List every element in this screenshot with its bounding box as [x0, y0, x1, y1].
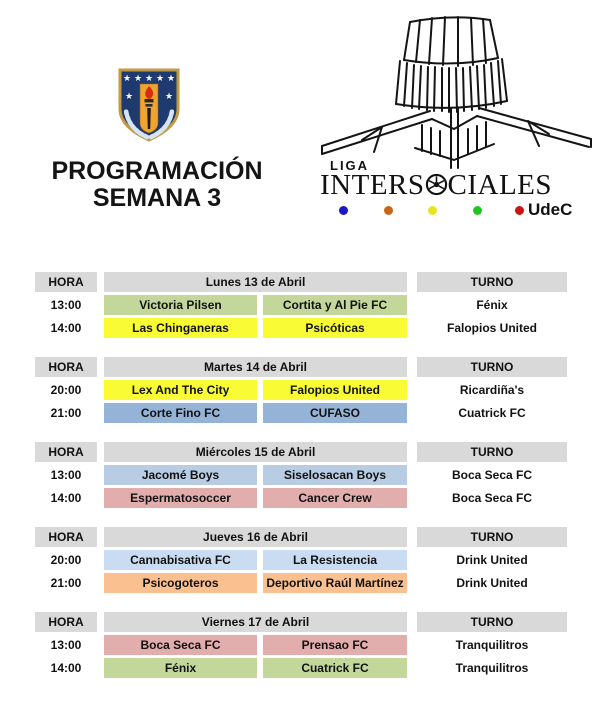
league-name-suffix: CIALES — [447, 169, 552, 201]
time-cell: 20:00 — [35, 550, 97, 570]
away-team-cell: CUFASO — [263, 403, 407, 423]
svg-text:★: ★ — [164, 92, 174, 102]
away-team-cell: Cortita y Al Pie FC — [263, 295, 407, 315]
time-cell: 13:00 — [35, 295, 97, 315]
day-table-miercoles — [35, 442, 567, 508]
turno-cell: Fénix — [417, 295, 567, 315]
day-title: Jueves 16 de Abril — [104, 527, 407, 547]
home-team-cell: Las Chinganeras — [104, 318, 257, 338]
day-title: Lunes 13 de Abril — [104, 272, 407, 292]
turno-cell: Boca Seca FC — [417, 465, 567, 485]
turno-header: TURNO — [417, 357, 567, 377]
hora-header: HORA — [35, 442, 97, 462]
away-team-cell: Siselosacan Boys — [263, 465, 407, 485]
dot-yellow-icon — [428, 206, 437, 215]
svg-text:★: ★ — [144, 74, 154, 84]
dot-orange-icon — [384, 206, 393, 215]
time-cell: 14:00 — [35, 488, 97, 508]
svg-text:★: ★ — [124, 92, 134, 102]
time-cell: 21:00 — [35, 573, 97, 593]
time-cell: 21:00 — [35, 403, 97, 423]
league-name-prefix: INTERS — [320, 169, 425, 201]
turno-cell: Drink United — [417, 573, 567, 593]
udec-crest-icon — [117, 66, 181, 144]
turno-header: TURNO — [417, 272, 567, 292]
schedule-tables — [35, 272, 567, 697]
campanil-sketch-icon — [318, 8, 596, 170]
time-cell: 14:00 — [35, 658, 97, 678]
turno-cell: Tranquilitros — [417, 635, 567, 655]
away-team-cell: Falopios United — [263, 380, 407, 400]
hora-header: HORA — [35, 272, 97, 292]
away-team-cell: Cancer Crew — [263, 488, 407, 508]
day-table-lunes — [35, 272, 567, 338]
day-title: Martes 14 de Abril — [104, 357, 407, 377]
hora-header: HORA — [35, 612, 97, 632]
udec-label: UdeC — [528, 200, 573, 219]
time-cell: 20:00 — [35, 380, 97, 400]
page-title — [36, 158, 278, 212]
dot-green-icon — [473, 206, 482, 215]
svg-text:★: ★ — [155, 74, 165, 84]
away-team-cell: Deportivo Raúl Martínez — [263, 573, 407, 593]
hora-header: HORA — [35, 357, 97, 377]
svg-text:★: ★ — [133, 74, 143, 84]
league-name — [320, 170, 552, 200]
soccer-ball-icon — [425, 173, 448, 196]
away-team-cell: Psicóticas — [263, 318, 407, 338]
liga-label: LIGA — [330, 158, 370, 173]
home-team-cell: Lex And The City — [104, 380, 257, 400]
dot-blue-icon — [339, 206, 348, 215]
svg-text:★: ★ — [122, 74, 132, 84]
home-team-cell: Jacomé Boys — [104, 465, 257, 485]
turno-cell: Ricardiña's — [417, 380, 567, 400]
logo-dots-row — [318, 200, 596, 222]
turno-cell: Tranquilitros — [417, 658, 567, 678]
page-title-line2: SEMANA 3 — [92, 184, 222, 212]
hora-header: HORA — [35, 527, 97, 547]
home-team-cell: Psicogoteros — [104, 573, 257, 593]
page-title-line1: PROGRAMACIÓN — [51, 157, 263, 185]
home-team-cell: Espermatosoccer — [104, 488, 257, 508]
turno-cell: Drink United — [417, 550, 567, 570]
day-title: Viernes 17 de Abril — [104, 612, 407, 632]
league-logo — [318, 8, 596, 230]
turno-header: TURNO — [417, 612, 567, 632]
away-team-cell: Prensao FC — [263, 635, 407, 655]
time-cell: 14:00 — [35, 318, 97, 338]
home-team-cell: Victoria Pilsen — [104, 295, 257, 315]
away-team-cell: Cuatrick FC — [263, 658, 407, 678]
turno-cell: Boca Seca FC — [417, 488, 567, 508]
home-team-cell: Boca Seca FC — [104, 635, 257, 655]
dot-red-icon — [515, 206, 524, 215]
turno-header: TURNO — [417, 527, 567, 547]
day-table-martes — [35, 357, 567, 423]
away-team-cell: La Resistencia — [263, 550, 407, 570]
time-cell: 13:00 — [35, 635, 97, 655]
turno-header: TURNO — [417, 442, 567, 462]
home-team-cell: Cannabisativa FC — [104, 550, 257, 570]
day-table-jueves — [35, 527, 567, 593]
day-table-viernes — [35, 612, 567, 678]
time-cell: 13:00 — [35, 465, 97, 485]
turno-cell: Cuatrick FC — [417, 403, 567, 423]
turno-cell: Falopios United — [417, 318, 567, 338]
svg-text:★: ★ — [166, 74, 176, 84]
day-title: Miércoles 15 de Abril — [104, 442, 407, 462]
home-team-cell: Fénix — [104, 658, 257, 678]
home-team-cell: Corte Fino FC — [104, 403, 257, 423]
